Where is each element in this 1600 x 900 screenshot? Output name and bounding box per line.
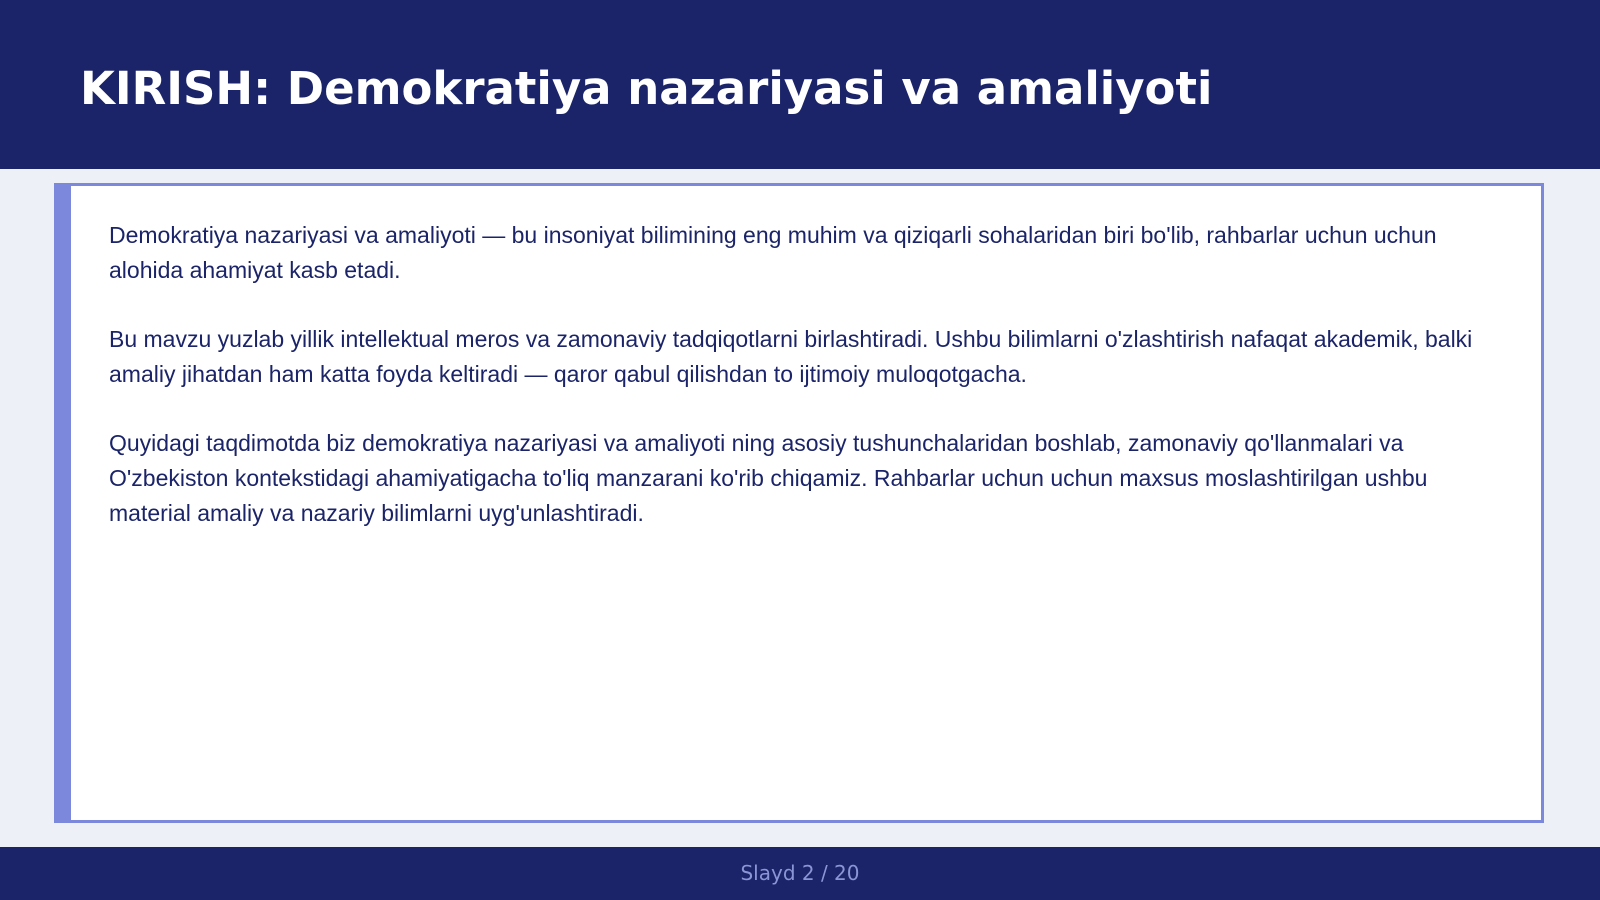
- content-panel: [54, 183, 1544, 823]
- paragraph-heritage: Bu mavzu yuzlab yillik intellektual meros va zamonaviy tadqiqotlarni birlashtiradi. Ushbu bilimlarni o'zlashtirish nafaqat akademik, balki amaliy jihatdan ham katta foyda keltiradi — qaror qabul qilishdan to ijtimoiy muloqotgacha.: [109, 326, 1473, 387]
- slide-title: KIRISH: Demokratiya nazariyasi va amaliyoti: [80, 62, 1213, 115]
- content-text: [109, 218, 1509, 565]
- slide-footer: [0, 847, 1600, 900]
- paragraph-intro: Demokratiya nazariyasi va amaliyoti — bu insoniyat bilimining eng muhim va qiziqarli sohalaridan biri bo'lib, rahbarlar uchun uchun alohida ahamiyat kasb etadi.: [109, 222, 1437, 283]
- slide-counter: Slayd 2 / 20: [740, 861, 860, 885]
- slide-header: [0, 0, 1600, 169]
- paragraph-overview: Quyidagi taqdimotda biz demokratiya nazariyasi va amaliyoti ning asosiy tushunchalaridan boshlab, zamonaviy qo'llanmalari va O'zbekiston kontekstidagi ahamiyatigacha to'liq manzarani ko'rib chiqamiz. Rahbarlar uchun uchun maxsus moslashtirilgan ushbu material amaliy va nazariy bilimlarni uyg'unlashtiradi.: [109, 430, 1428, 526]
